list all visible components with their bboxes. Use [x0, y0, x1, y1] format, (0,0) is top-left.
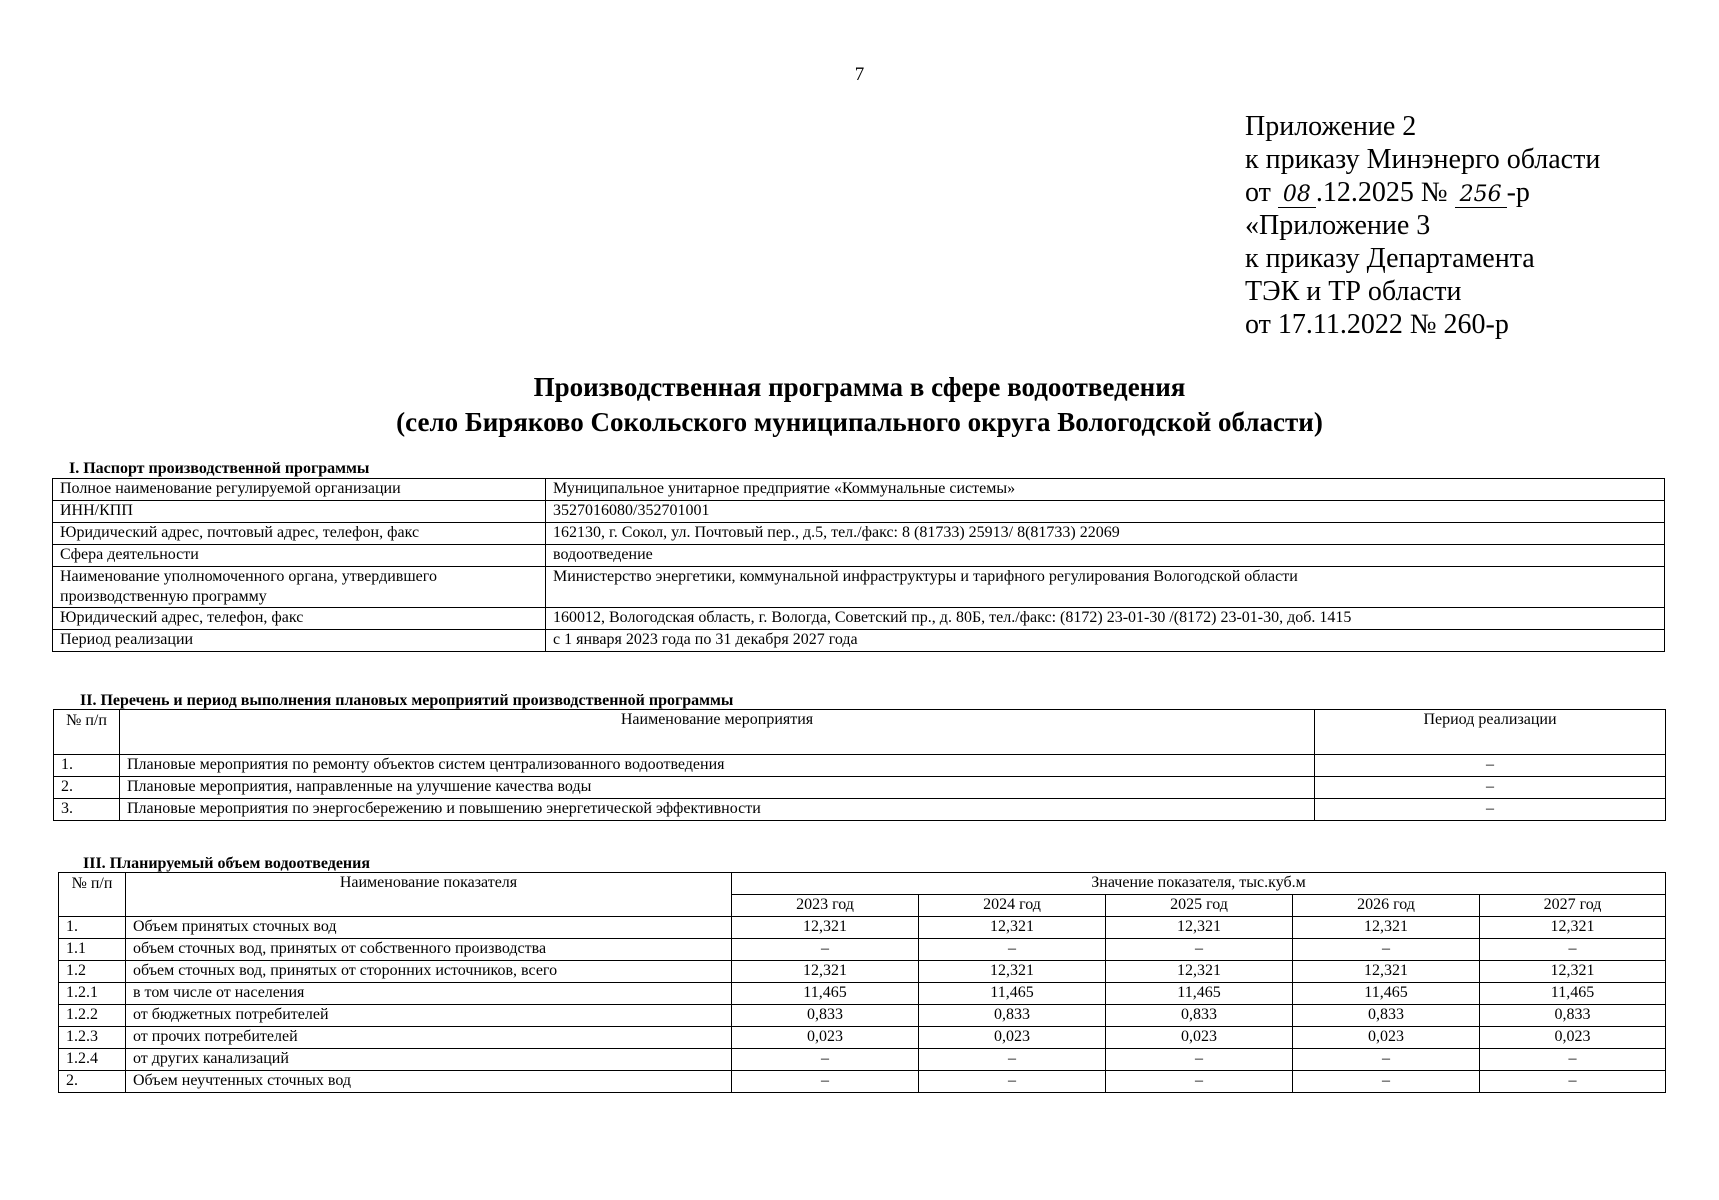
volume-row: [59, 939, 1666, 961]
activity-name: Плановые мероприятия по ремонту объектов систем централизованного водоотведения: [120, 755, 1315, 777]
volume-value: –: [919, 939, 1106, 961]
volume-value: 12,321: [1480, 917, 1666, 939]
volume-num: 1.1: [59, 939, 126, 961]
volume-num: 2.: [59, 1071, 126, 1093]
appendix-line: «Приложение 3: [1245, 210, 1431, 241]
year-header: 2027 год: [1480, 895, 1666, 917]
volume-num: 1.2.1: [59, 983, 126, 1005]
year-header: 2025 год: [1106, 895, 1293, 917]
appendix-suffix: -р: [1506, 177, 1530, 208]
section3-heading: III. Планируемый объем водоотведения: [83, 855, 371, 872]
volume-value: 0,023: [1293, 1027, 1480, 1049]
volume-row: [59, 983, 1666, 1005]
passport-value: Муниципальное унитарное предприятие «Коммунальные системы»: [546, 479, 1665, 501]
passport-value: 162130, г. Сокол, ул. Почтовый пер., д.5, тел./факс: 8 (81733) 25913/ 8(81733) 22069: [546, 523, 1665, 545]
passport-label: Наименование уполномоченного органа, утвердившего производственную программу: [53, 567, 546, 608]
volume-name: от других канализаций: [126, 1049, 732, 1071]
appendix-block: [1245, 110, 1600, 341]
volume-value: –: [919, 1049, 1106, 1071]
activity-period: –: [1315, 799, 1666, 821]
passport-value: 160012, Вологодская область, г. Вологда, Советский пр., д. 80Б, тел./факс: (8172) 23-01-30 /(8172) 23-01-30, доб. 1415: [546, 608, 1665, 630]
volume-value: –: [1293, 939, 1480, 961]
passport-row: [53, 501, 1665, 523]
volume-name: объем сточных вод, принятых от сторонних источников, всего: [126, 961, 732, 983]
activity-num: 2.: [54, 777, 120, 799]
year-header: 2026 год: [1293, 895, 1480, 917]
section1-heading: I. Паспорт производственной программы: [69, 460, 370, 477]
volume-value: 12,321: [732, 917, 919, 939]
volume-value: –: [1480, 1049, 1666, 1071]
activity-name: Плановые мероприятия, направленные на улучшение качества воды: [120, 777, 1315, 799]
passport-label: Сфера деятельности: [53, 545, 546, 567]
volume-name: в том числе от населения: [126, 983, 732, 1005]
volume-row: [59, 917, 1666, 939]
volume-value: –: [732, 1049, 919, 1071]
volume-value: 0,023: [1480, 1027, 1666, 1049]
document-title: [0, 370, 1719, 440]
col-num-header: № п/п: [54, 710, 120, 755]
volume-table: [58, 872, 1666, 1093]
volume-value: –: [732, 939, 919, 961]
activity-row: [54, 799, 1666, 821]
volume-value: 0,023: [732, 1027, 919, 1049]
activity-period: –: [1315, 777, 1666, 799]
passport-row: [53, 567, 1665, 608]
passport-value: с 1 января 2023 года по 31 декабря 2027 года: [546, 630, 1665, 652]
activity-row: [54, 777, 1666, 799]
appendix-line: от 17.11.2022 № 260-р: [1245, 309, 1509, 340]
volume-value: –: [1106, 1071, 1293, 1093]
appendix-line: к приказу Департамента: [1245, 243, 1535, 274]
appendix-prefix: от: [1245, 177, 1271, 208]
activity-row: [54, 755, 1666, 777]
activities-table: [53, 709, 1666, 821]
volume-value: –: [1480, 1071, 1666, 1093]
title-line: (село Биряково Сокольского муниципального округа Вологодской области): [396, 407, 1323, 437]
handwritten-number: 256: [1455, 183, 1507, 208]
passport-label: Период реализации: [53, 630, 546, 652]
volume-name: Объем неучтенных сточных вод: [126, 1071, 732, 1093]
volume-value: 11,465: [1106, 983, 1293, 1005]
appendix-line: Приложение 2: [1245, 111, 1417, 142]
col-period-header: Период реализации: [1315, 710, 1666, 755]
passport-label: Полное наименование регулируемой организации: [53, 479, 546, 501]
volume-row: [59, 961, 1666, 983]
volume-value: 11,465: [1480, 983, 1666, 1005]
volume-num: 1.2.3: [59, 1027, 126, 1049]
volume-value: 12,321: [919, 961, 1106, 983]
handwritten-day: 08: [1278, 183, 1316, 208]
page-number: 7: [854, 64, 865, 85]
passport-row: [53, 630, 1665, 652]
passport-row: [53, 523, 1665, 545]
volume-value: 0,833: [919, 1005, 1106, 1027]
volume-value: 12,321: [1293, 961, 1480, 983]
activity-period: –: [1315, 755, 1666, 777]
year-header: 2024 год: [919, 895, 1106, 917]
col-num-header: № п/п: [59, 873, 126, 917]
activity-name: Плановые мероприятия по энергосбережению и повышению энергетической эффективности: [120, 799, 1315, 821]
volume-name: объем сточных вод, принятых от собственного производства: [126, 939, 732, 961]
volume-name: Объем принятых сточных вод: [126, 917, 732, 939]
activity-num: 1.: [54, 755, 120, 777]
volume-num: 1.2: [59, 961, 126, 983]
volume-value: 12,321: [1293, 917, 1480, 939]
passport-table: [52, 478, 1665, 652]
volume-num: 1.2.4: [59, 1049, 126, 1071]
passport-label: ИНН/КПП: [53, 501, 546, 523]
passport-label: Юридический адрес, почтовый адрес, телефон, факс: [53, 523, 546, 545]
col-name-header: Наименование показателя: [126, 873, 732, 917]
volume-num: 1.: [59, 917, 126, 939]
volume-row: [59, 1049, 1666, 1071]
volume-value: 12,321: [1480, 961, 1666, 983]
section2-heading: II. Перечень и период выполнения плановых мероприятий производственной программы: [80, 692, 734, 709]
volume-value: –: [1293, 1049, 1480, 1071]
volume-value: 11,465: [732, 983, 919, 1005]
volume-value: 0,833: [1480, 1005, 1666, 1027]
volume-value: –: [732, 1071, 919, 1093]
volume-value: 12,321: [732, 961, 919, 983]
volume-value: 12,321: [1106, 917, 1293, 939]
volume-value: 0,833: [1293, 1005, 1480, 1027]
passport-value: водоотведение: [546, 545, 1665, 567]
appendix-line: ТЭК и ТР области: [1245, 276, 1462, 307]
title-line: Производственная программа в сфере водоотведения: [533, 372, 1186, 402]
volume-value: 0,023: [919, 1027, 1106, 1049]
appendix-order-line: [1245, 176, 1600, 209]
appendix-line: к приказу Минэнерго области: [1245, 144, 1601, 175]
col-name-header: Наименование мероприятия: [120, 710, 1315, 755]
volume-value: 0,833: [732, 1005, 919, 1027]
passport-row: [53, 608, 1665, 630]
volume-value: 11,465: [1293, 983, 1480, 1005]
volume-value: –: [1106, 939, 1293, 961]
volume-value: 0,023: [1106, 1027, 1293, 1049]
volume-row: [59, 1071, 1666, 1093]
volume-name: от прочих потребителей: [126, 1027, 732, 1049]
passport-row: [53, 545, 1665, 567]
appendix-date: .12.2025 №: [1315, 177, 1448, 208]
volume-value: –: [1106, 1049, 1293, 1071]
volume-row: [59, 1027, 1666, 1049]
volume-value: 0,833: [1106, 1005, 1293, 1027]
year-header: 2023 год: [732, 895, 919, 917]
passport-value: 3527016080/352701001: [546, 501, 1665, 523]
passport-label: Юридический адрес, телефон, факс: [53, 608, 546, 630]
volume-row: [59, 1005, 1666, 1027]
volume-value: –: [1293, 1071, 1480, 1093]
passport-value: Министерство энергетики, коммунальной инфраструктуры и тарифного регулирования Вологодской области: [546, 567, 1665, 608]
col-values-header: Значение показателя, тыс.куб.м: [732, 873, 1666, 895]
volume-value: 11,465: [919, 983, 1106, 1005]
activity-num: 3.: [54, 799, 120, 821]
volume-value: 12,321: [1106, 961, 1293, 983]
volume-value: 12,321: [919, 917, 1106, 939]
volume-num: 1.2.2: [59, 1005, 126, 1027]
volume-value: –: [919, 1071, 1106, 1093]
volume-name: от бюджетных потребителей: [126, 1005, 732, 1027]
volume-value: –: [1480, 939, 1666, 961]
passport-row: [53, 479, 1665, 501]
